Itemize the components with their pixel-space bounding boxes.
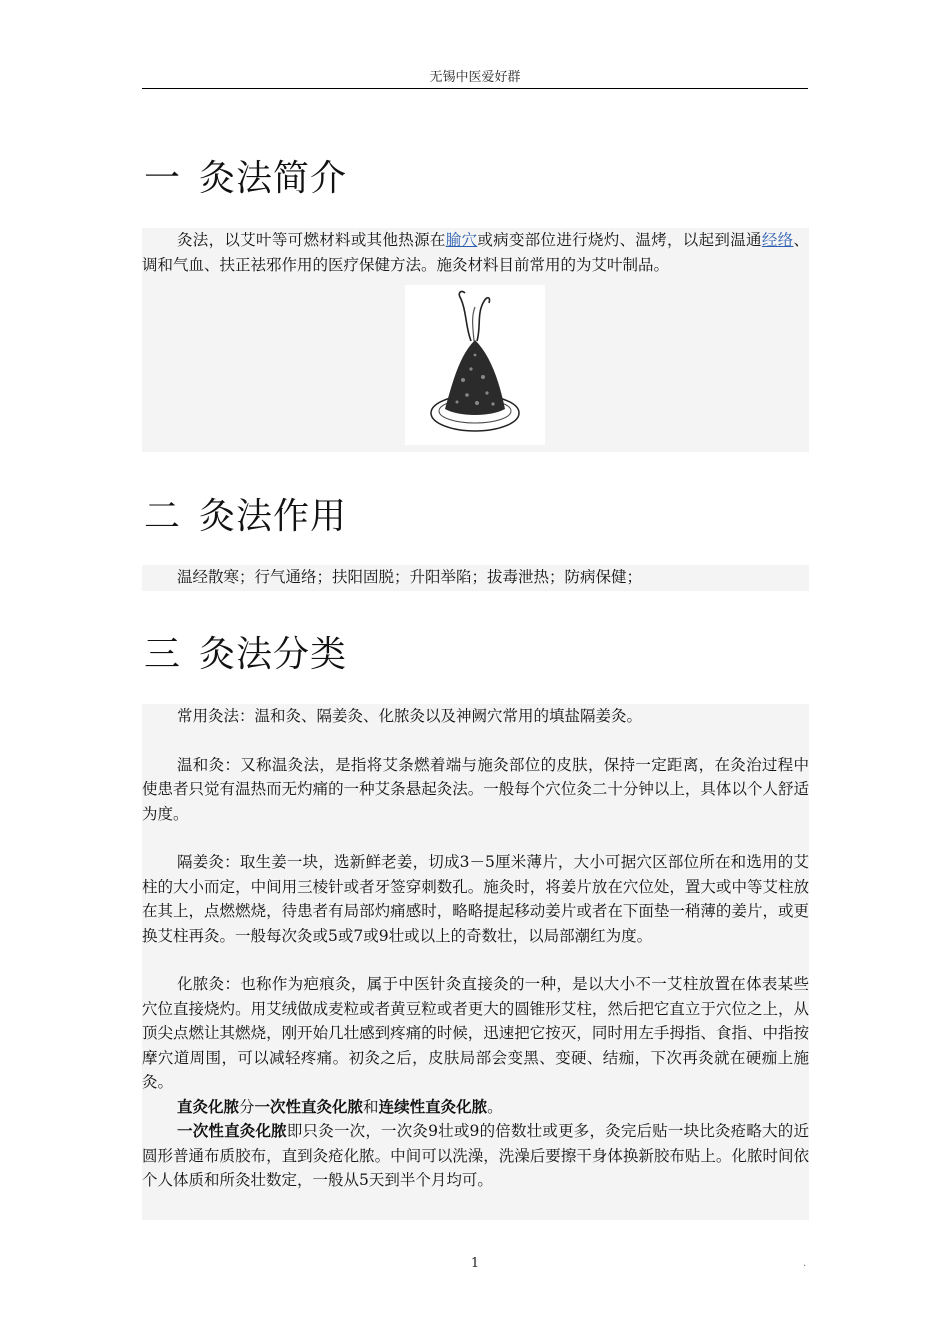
footer-mark: .: [803, 1258, 807, 1269]
link-shuxue[interactable]: 腧穴: [445, 231, 478, 249]
text-run: 和: [363, 1097, 379, 1116]
bold-term: 一次性直灸化脓: [177, 1121, 287, 1140]
link-jingluo[interactable]: 经络: [761, 231, 794, 249]
bold-term: 连续性直灸化脓: [378, 1096, 488, 1116]
text-run: 灸法，以艾叶等可燃材料或其他热源在: [177, 231, 446, 249]
text-run: 分: [239, 1097, 255, 1116]
section-number: 二: [144, 496, 182, 537]
wenhe-paragraph: 温和灸：又称温灸法，是指将艾条燃着端与施灸部位的皮肤，保持一定距离，在灸治过程中使患者只觉有温热而无灼痛的一种艾条悬起灸法。一般每个穴位灸二十分钟以上，具体以个人舒适为度。: [142, 755, 809, 823]
page-number: 1: [470, 1256, 480, 1271]
section-title: 灸法作用: [199, 496, 348, 537]
page-header: 无锡中医爱好群: [429, 70, 521, 85]
text-run: 即只灸一次，一次灸9壮或9的倍数壮或更多，灸完后贴一块比灸疮略大的近圆形普通布质胶布，直到灸疮化脓。中间可以洗澡，洗澡后要擦干身体换新胶布贴上。化脓时间依个人体质和所灸壮数定，一般从5天到半个月均可。: [142, 1122, 809, 1189]
common-methods-paragraph: 常用灸法：温和灸、隔姜灸、化脓灸以及神阙穴常用的填盐隔姜灸。: [177, 707, 643, 725]
header-rule: [142, 88, 808, 89]
zhijiu-paragraph: [142, 1095, 809, 1120]
text-run: 。: [487, 1097, 503, 1116]
gejiang-paragraph: 隔姜灸：取生姜一块，选新鲜老姜，切成3－5厘米薄片，大小可据穴区部位所在和选用的艾柱的大小而定，中间用三棱针或者牙签穿刺数孔。施灸时，将姜片放在穴位处，置大或中等艾柱放在其上，点燃燃烧，待患者有局部灼痛感时，略略提起移动姜片或者在下面垫一稍薄的姜片，或更换艾柱再灸。一般每次灸或5或7或9壮或以上的奇数壮，以局部潮红为度。: [142, 853, 809, 945]
text-run: 、调和气血、扶正祛邪作用的医疗保健方法。施灸材料目前常用的为艾叶制品。: [142, 231, 809, 274]
bold-term: 直灸化脓: [177, 1096, 240, 1116]
moxa-cone-illustration: [405, 285, 545, 445]
yici-paragraph: [142, 1119, 809, 1193]
effects-paragraph: 温经散寒；行气通络；扶阳固脱；升阳举陷；拔毒泄热；防病保健；: [177, 568, 643, 586]
intro-paragraph: [142, 228, 809, 277]
section-title: 灸法简介: [199, 158, 348, 199]
paragraph-gap: [142, 948, 809, 972]
section-2-body: [142, 565, 809, 591]
section-heading-2: [144, 488, 347, 539]
section-number: 一: [144, 158, 182, 199]
section-title: 灸法分类: [199, 634, 348, 675]
moxa-cone-icon: [405, 285, 545, 445]
section-number: 三: [144, 634, 182, 675]
section-heading-1: [144, 150, 347, 201]
paragraph-gap: [142, 826, 809, 850]
text-run: 或病变部位进行烧灼、温烤，以起到温通: [477, 231, 762, 249]
bold-term: 一次性直灸化脓: [254, 1096, 364, 1116]
paragraph-gap: [142, 729, 809, 753]
huanong-paragraph: 化脓灸：也称作为疤痕灸，属于中医针灸直接灸的一种，是以大小不一艾柱放置在体表某些穴位直接烧灼。用艾绒做成麦粒或者黄豆粒或者更大的圆锥形艾柱，然后把它直立于穴位之上，从顶尖点燃让其燃烧，刚开始几壮感到疼痛的时候，迅速把它按灭，同时用左手拇指、食指、中指按摩穴道周围，可以减轻疼痛。初灸之后，皮肤局部会变黑、变硬、结痂，下次再灸就在硬痂上施灸。: [142, 975, 809, 1091]
section-3-body: [142, 704, 809, 1220]
section-heading-3: [144, 626, 347, 677]
